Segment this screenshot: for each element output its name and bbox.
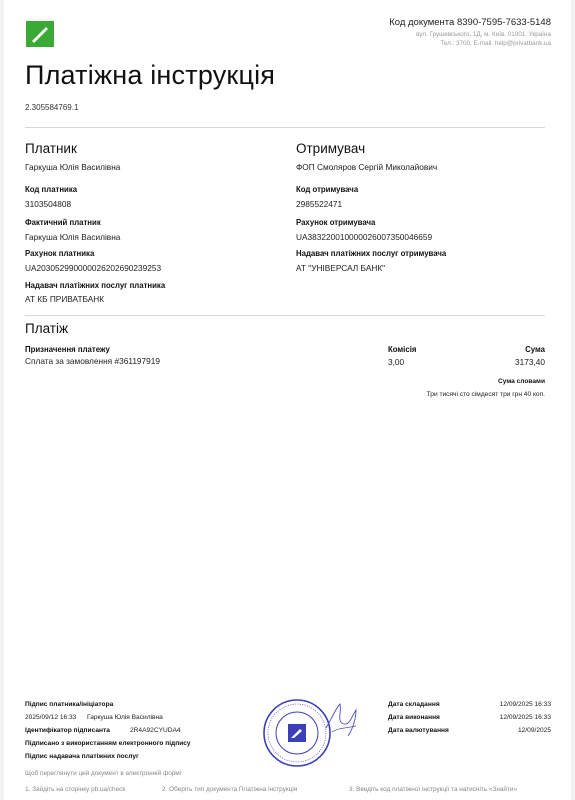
document-page <box>4 0 571 800</box>
value-date-label: Дата валютування <box>388 727 449 734</box>
provider-signature-label: Підпис надавача платіжних послуг <box>25 753 139 760</box>
payer-provider-label: Надавач платіжних послуг платника <box>25 281 166 290</box>
created-date-label: Дата складання <box>388 701 440 708</box>
purpose-label: Призначення платежу <box>25 345 110 354</box>
actual-payer-label: Фактичний платник <box>25 218 101 227</box>
payer-account: UA203052990000026202690239253 <box>25 263 162 273</box>
value-date: 12/09/2025 <box>517 727 551 734</box>
footer-step-2: 2. Оберіть тип документа Платіжна інструкція <box>162 786 298 793</box>
commission-value: 3,00 <box>388 357 405 367</box>
signer-name: Гаркуша Юлія Василівна <box>87 714 163 721</box>
amount-words-label: Сума словами <box>498 378 545 385</box>
divider <box>25 315 545 316</box>
created-date: 12/09/2025 16:33 <box>499 701 551 708</box>
footer-intro: Щоб переглянути цей документ в електронній формі <box>25 770 182 777</box>
signer-label: Підпис платника/ініціатора <box>25 701 114 708</box>
electronic-signature-note: Підписано з використанням електронного підпису <box>25 740 191 747</box>
signer-id: 2R4A92CYUDA4 <box>130 727 181 734</box>
page-title: Платіжна інструкція <box>25 60 276 90</box>
signed-datetime: 2025/09/12 16:33 <box>25 714 77 721</box>
payment-heading: Платіж <box>25 321 69 336</box>
footer-step-3: 3. Введіть код платіжної інструкції та натисніть «Знайти» <box>349 786 518 793</box>
amount-label: Сума <box>525 345 545 354</box>
recipient-account-label: Рахунок отримувача <box>296 218 376 227</box>
purpose-value: Сплата за замовлення #361197919 <box>25 356 161 366</box>
document-number: 2.305584769.1 <box>25 103 79 112</box>
amount-value: 3173,40 <box>515 357 545 367</box>
amount-words: Три тисячі сто сімдесят три грн 40 коп. <box>426 391 545 398</box>
executed-date: 12/09/2025 16:33 <box>499 714 551 721</box>
footer-step-1: 1. Зайдіть на сторінку pb.ua/check <box>25 786 126 793</box>
payer-provider: АТ КБ ПРИВАТБАНК <box>25 294 105 304</box>
recipient-heading: Отримувач <box>296 141 366 156</box>
recipient-code-label: Код отримувача <box>296 185 359 194</box>
recipient-code: 2985522471 <box>296 199 343 209</box>
recipient-provider: АТ "УНІВЕРСАЛ БАНК" <box>296 263 386 273</box>
signer-id-label: Ідентифікатор підписанта <box>25 727 110 734</box>
commission-label: Комісія <box>388 345 417 354</box>
payer-account-label: Рахунок платника <box>25 249 95 258</box>
divider <box>25 127 545 128</box>
payer-code: 3103504808 <box>25 199 72 209</box>
recipient-account: UA383220010000026007350046659 <box>296 232 433 242</box>
document-code: Код документа 8390-7595-7633-5148 <box>389 17 551 28</box>
recipient-provider-label: Надавач платіжних послуг отримувача <box>296 249 447 258</box>
recipient-name: ФОП Смоляров Сергій Миколайович <box>296 162 438 172</box>
executed-date-label: Дата виконання <box>388 714 440 721</box>
payer-name: Гаркуша Юлія Василівна <box>25 162 121 172</box>
bank-address: вул. Грушевського, 1Д, м. Київ, 01001, Україна Тел.: 3700. E-mail: help@privatbank.ua <box>416 31 551 47</box>
actual-payer: Гаркуша Юлія Василівна <box>25 232 121 242</box>
handwritten-signature <box>322 698 362 742</box>
privatbank-logo-icon <box>26 21 54 47</box>
payer-heading: Платник <box>25 141 77 156</box>
payer-code-label: Код платника <box>25 185 78 194</box>
